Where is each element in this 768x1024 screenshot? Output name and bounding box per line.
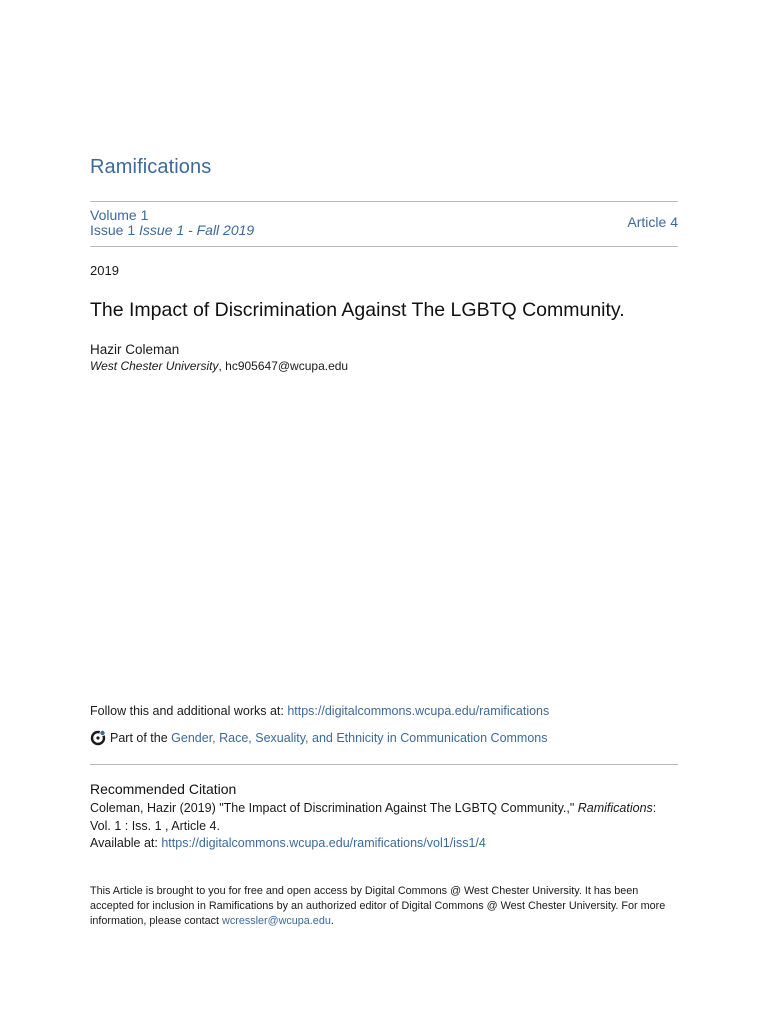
citation-body (90, 800, 680, 853)
header-top-divider (90, 201, 678, 202)
available-label: Available at: (90, 836, 162, 850)
article-title: The Impact of Discrimination Against The LGBTQ Community. (90, 299, 625, 321)
issue-link[interactable]: Issue 1 (90, 222, 136, 238)
citation-available (90, 835, 680, 853)
journal-title-link[interactable]: Ramifications (90, 156, 212, 178)
author-name: Hazir Coleman (90, 342, 180, 357)
affiliation-separator: , (218, 359, 226, 373)
access-notice-text: This Article is brought to you for free and open access by Digital Commons @ West Chester University. It has been accepted for inclusion in Ramifications by an authorized editor of Digital Commons @ West Chester University. For more information, please contact (90, 885, 666, 927)
article-url-link[interactable]: https://digitalcommons.wcupa.edu/ramifications/vol1/iss1/4 (161, 836, 486, 850)
issue-name-link[interactable]: Issue 1 - Fall 2019 (139, 222, 255, 238)
volume-link[interactable]: Volume 1 (90, 207, 149, 223)
commons-discipline-link[interactable]: Gender, Race, Sexuality, and Ethnicity in Communication Commons (171, 730, 548, 745)
header-bottom-divider (90, 246, 678, 247)
access-notice-end: . (330, 915, 334, 927)
follow-line (90, 704, 549, 718)
citation-text (90, 800, 680, 835)
author-institution: West Chester University (90, 359, 219, 373)
citation-text-after: : Vol. 1 : Iss. 1 , Article 4. (90, 801, 657, 833)
volume-issue-block (90, 208, 254, 238)
follow-label: Follow this and additional works at: (90, 704, 288, 718)
author-affiliation (90, 359, 348, 373)
citation-journal: Ramifications (577, 801, 653, 815)
part-of-line (90, 729, 548, 746)
access-notice (90, 884, 680, 929)
author-email: hc905647@wcupa.edu (225, 359, 349, 373)
publication-year: 2019 (90, 263, 119, 278)
part-of-label: Part of the (110, 730, 168, 745)
citation-heading: Recommended Citation (90, 781, 237, 797)
citation-divider (90, 764, 678, 765)
collection-url-link[interactable]: https://digitalcommons.wcupa.edu/ramifications (287, 704, 550, 718)
citation-text-before: Coleman, Hazir (2019) "The Impact of Discrimination Against The LGBTQ Community.," (90, 801, 578, 815)
digital-commons-network-icon (90, 729, 107, 746)
article-number-link[interactable]: Article 4 (627, 214, 678, 230)
contact-email-link[interactable]: wcressler@wcupa.edu (222, 915, 331, 927)
